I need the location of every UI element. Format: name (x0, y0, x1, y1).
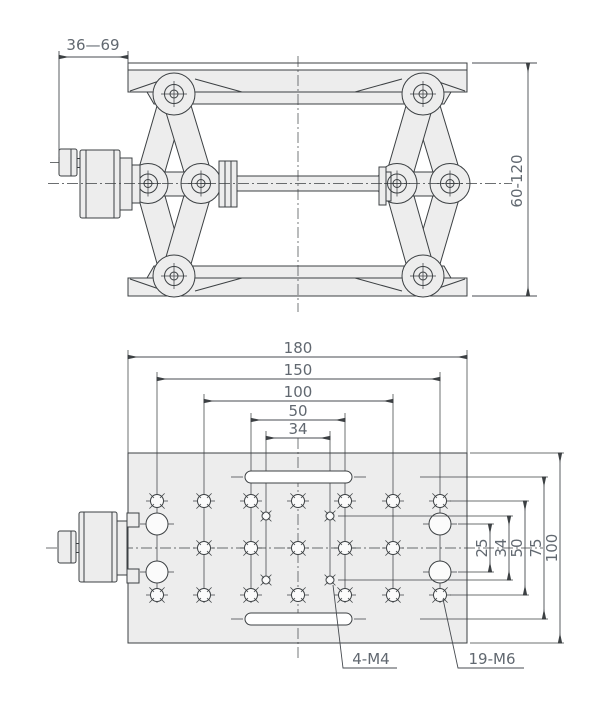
dim-height-range-label: 60-120 (508, 154, 526, 208)
slot-top (231, 471, 366, 483)
dim-25-label: 25 (473, 538, 491, 558)
plan-horizontal-dims (128, 339, 467, 438)
dim-50-label: 50 (288, 402, 308, 420)
m4-hole (325, 575, 336, 586)
plan-view (46, 339, 564, 668)
dim-knob-to-edge (59, 36, 128, 157)
m6-callout-label: 19-M6 (468, 650, 516, 668)
dim-180-label: 180 (283, 339, 313, 357)
dim-150-label: 150 (283, 361, 313, 379)
dim-34v-label: 34 (492, 538, 510, 558)
dim-100-label: 100 (283, 383, 313, 401)
slot-bottom (231, 613, 366, 625)
dim-height-range (472, 63, 537, 296)
m4-hole (261, 575, 272, 586)
dim-75-label: 75 (527, 538, 545, 558)
lead-screw (219, 161, 391, 207)
m4-hole (261, 511, 272, 522)
dim-50v-label: 50 (508, 538, 526, 558)
m4-callout-label: 4-M4 (352, 650, 390, 668)
dim-100v-label: 100 (543, 533, 561, 563)
m4-hole (325, 511, 336, 522)
dim-34h-label: 34 (288, 420, 308, 438)
side-view (48, 36, 537, 312)
plan-drive-knob (58, 512, 127, 582)
dim-knob-to-edge-label: 36—69 (66, 36, 120, 54)
